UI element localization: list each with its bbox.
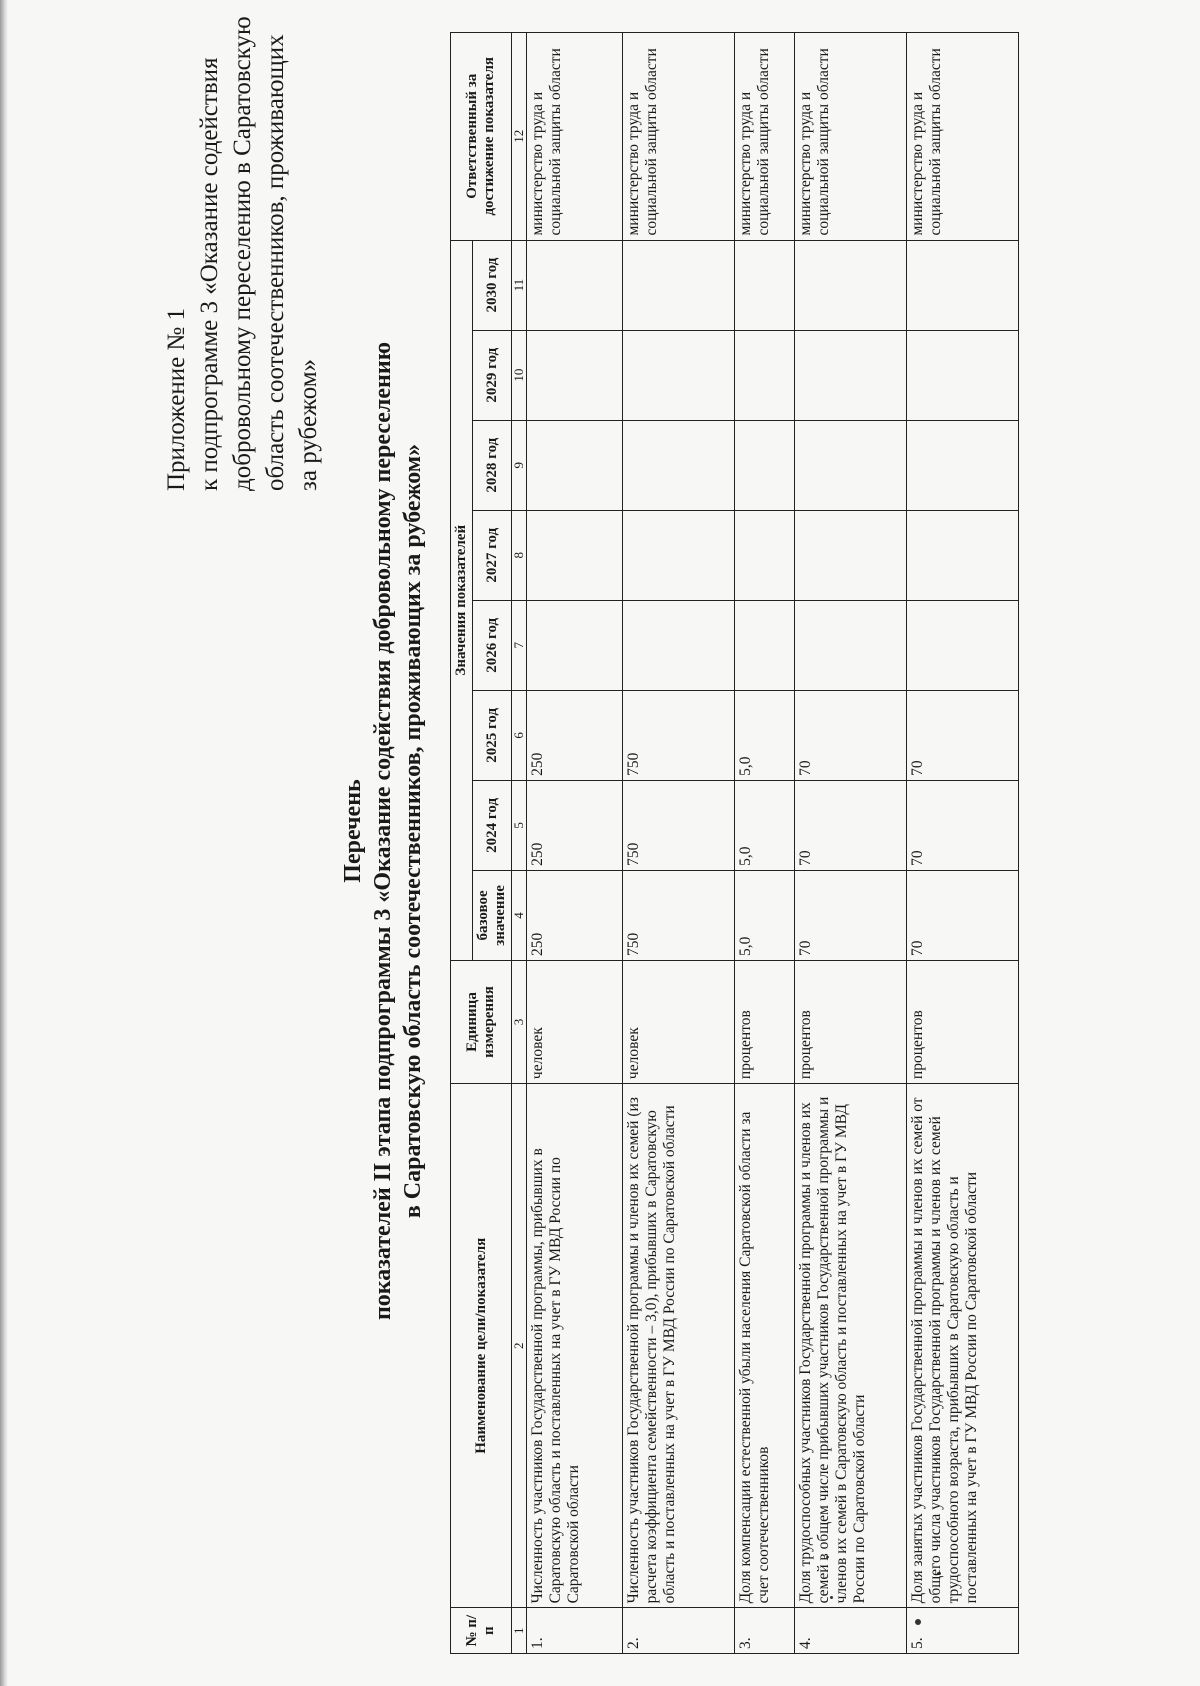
row-number: 1. [527, 1608, 623, 1654]
responsible-cell: министерство труда и социальной защиты области [623, 33, 735, 241]
value-2027 [907, 510, 1019, 600]
header-2030: 2030 год [473, 240, 512, 330]
value-2026 [907, 600, 1019, 690]
value-2027 [527, 510, 623, 600]
table-row [795, 33, 907, 1654]
value-2030 [623, 240, 735, 330]
column-number: 11 [512, 240, 527, 330]
value-2026 [623, 600, 735, 690]
value-2024: 250 [527, 780, 623, 870]
appendix-line: Приложение № 1 [163, 307, 190, 491]
appendix-line: к подпрограмме 3 «Оказание содействия [196, 57, 223, 491]
indicator-name: Доля трудоспособных участников Государственной программы и членов их семей в общем числе прибывших участников Государственной программы и членов их семей в Саратовскую область и поставленных на учет в ГУ МВД России по Саратовской области [795, 1084, 907, 1608]
header-unit: Единица измерения [451, 960, 512, 1083]
unit-cell: процентов [907, 960, 1019, 1083]
value-2025: 70 [795, 690, 907, 780]
value-base: 750 [623, 870, 735, 960]
value-2028 [623, 420, 735, 510]
column-number: 4 [512, 870, 527, 960]
responsible-cell: министерство труда и социальной защиты области [795, 33, 907, 241]
value-2030 [907, 240, 1019, 330]
responsible-cell: министерство труда и социальной защиты области [907, 33, 1019, 241]
value-2029 [623, 330, 735, 420]
value-2025: 70 [907, 690, 1019, 780]
value-2024: 70 [907, 780, 1019, 870]
header-2028: 2028 год [473, 420, 512, 510]
value-2025: 5,0 [735, 690, 795, 780]
indicator-name: Численность участников Государственной программы и членов их семей (из расчета коэффициента семейственности – 3,0), прибывших в Саратовскую область и поставленных на учет в ГУ МВД России по Саратовской области [623, 1084, 735, 1608]
row-number: 5. [907, 1608, 1019, 1654]
value-base: 70 [907, 870, 1019, 960]
header-name: Наименование цели/показателя [451, 1084, 512, 1608]
value-2030 [735, 240, 795, 330]
column-number: 3 [512, 960, 527, 1083]
header-2024: 2024 год [473, 780, 512, 870]
value-2029 [907, 330, 1019, 420]
header-responsible: Ответственный за достижение показателя [451, 33, 512, 241]
appendix-line: за рубежом» [295, 358, 322, 491]
row-number: 4. [795, 1608, 907, 1654]
column-number: 9 [512, 420, 527, 510]
value-2027 [735, 510, 795, 600]
value-2027 [795, 510, 907, 600]
table-row [735, 33, 795, 1654]
indicator-name: Доля компенсации естественной убыли населения Саратовской области за счет соотечественников [735, 1084, 795, 1608]
value-2026 [795, 600, 907, 690]
row-number: 3. [735, 1608, 795, 1654]
value-2030 [527, 240, 623, 330]
value-2029 [795, 330, 907, 420]
value-2028 [907, 420, 1019, 510]
responsible-cell: министерство труда и социальной защиты области [527, 33, 623, 241]
value-2029 [527, 330, 623, 420]
table-row [907, 33, 1019, 1654]
appendix-note [160, 16, 325, 491]
value-base: 250 [527, 870, 623, 960]
value-base: 5,0 [735, 870, 795, 960]
value-2024: 70 [795, 780, 907, 870]
value-2024: 5,0 [735, 780, 795, 870]
unit-cell: процентов [735, 960, 795, 1083]
value-2026 [735, 600, 795, 690]
value-2026 [527, 600, 623, 690]
value-2025: 750 [623, 690, 735, 780]
responsible-cell: министерство труда и социальной защиты области [735, 33, 795, 241]
value-2027 [623, 510, 735, 600]
column-number: 1 [512, 1608, 527, 1654]
header-2029: 2029 год [473, 330, 512, 420]
column-number: 6 [512, 690, 527, 780]
header-2027: 2027 год [473, 510, 512, 600]
header-base: базовое значение [473, 870, 512, 960]
appendix-line: добровольному переселению в Саратовскую [229, 16, 256, 491]
header-values-group: Значения показателей [451, 240, 473, 960]
table-row [623, 33, 735, 1654]
value-2025: 250 [527, 690, 623, 780]
value-2030 [795, 240, 907, 330]
column-number: 8 [512, 510, 527, 600]
title-line: показателей II этапа подпрограммы 3 «Оказание содействия добровольному переселению [370, 341, 396, 1321]
header-row [451, 33, 473, 1654]
value-2028 [795, 420, 907, 510]
column-number: 10 [512, 330, 527, 420]
unit-cell: процентов [795, 960, 907, 1083]
table-row [527, 33, 623, 1654]
row-number: 2. [623, 1608, 735, 1654]
column-number: 5 [512, 780, 527, 870]
column-numbers-row [512, 33, 527, 1654]
column-number: 12 [512, 33, 527, 241]
document-title [338, 166, 428, 1496]
value-base: 70 [795, 870, 907, 960]
column-number: 7 [512, 600, 527, 690]
title-line: в Саратовскую область соотечественников, проживающих за рубежом» [400, 443, 426, 1219]
appendix-line: область соотечественников, проживающих [262, 34, 289, 491]
indicators-table [450, 32, 1019, 1654]
column-number: 2 [512, 1084, 527, 1608]
header-2025: 2025 год [473, 690, 512, 780]
unit-cell: человек [527, 960, 623, 1083]
title-line: Перечень [340, 779, 366, 883]
unit-cell: человек [623, 960, 735, 1083]
header-2026: 2026 год [473, 600, 512, 690]
value-2029 [735, 330, 795, 420]
indicator-name: Численность участников Государственной программы, прибывших в Саратовскую область и поставленных на учет в ГУ МВД России по Саратовской области [527, 1084, 623, 1608]
indicator-name: Доля занятых участников Государственной программы и членов их семей от общего числа участников Государственной программы и членов их семей трудоспособного возраста, прибывших в Саратовскую область и поставленных на учет в ГУ МВД России по Саратовской области [907, 1084, 1019, 1608]
value-2028 [735, 420, 795, 510]
header-no: № п/п [451, 1608, 512, 1654]
value-2024: 750 [623, 780, 735, 870]
value-2028 [527, 420, 623, 510]
